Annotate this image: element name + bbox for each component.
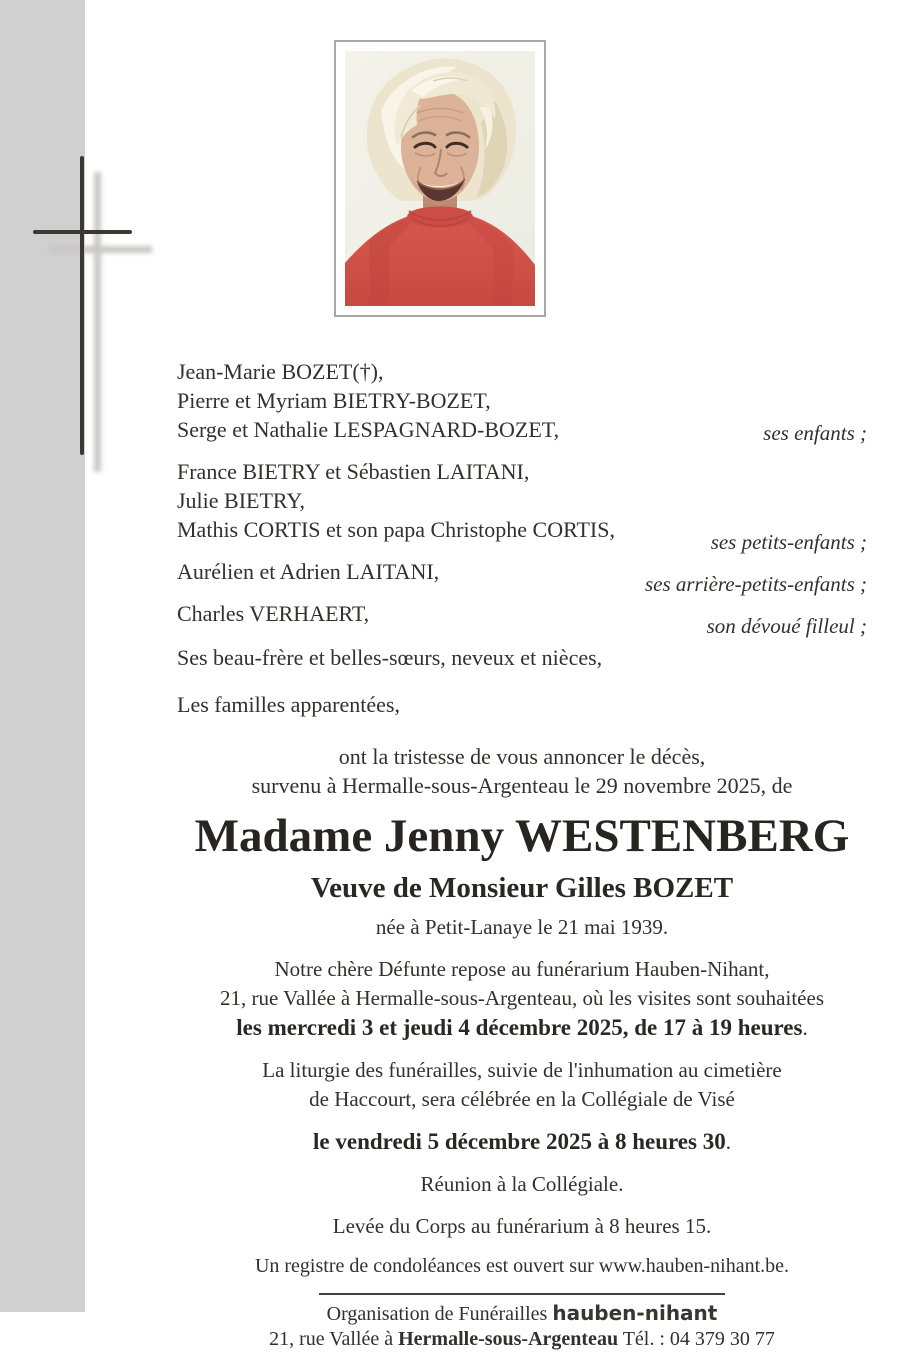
family-group xyxy=(177,457,867,554)
content-column xyxy=(177,0,867,1352)
family-name-line: Les familles apparentées, xyxy=(177,692,400,717)
funeral-detail-paragraph xyxy=(177,955,867,1043)
relation-label: ses arrière-petits-enfants ; xyxy=(644,572,867,596)
family-group-names xyxy=(177,557,439,586)
address-city: Hermalle-sous-Argenteau xyxy=(398,1328,619,1350)
funeral-detail-paragraph xyxy=(177,1127,867,1157)
detail-line: le vendredi 5 décembre 2025 à 8 heures 30. xyxy=(313,1129,731,1154)
family-name-line: Charles VERHAERT, xyxy=(177,601,370,626)
family-name-line: Jean-Marie BOZET(†), xyxy=(177,359,384,384)
family-group-names xyxy=(177,457,615,544)
funeral-home-address xyxy=(177,1327,867,1352)
detail-line: Réunion à la Collégiale. xyxy=(420,1172,624,1196)
family-name-line: Pierre et Myriam BIETRY-BOZET, xyxy=(177,388,491,413)
portrait-illustration xyxy=(345,51,535,306)
deceased-name: Madame Jenny WESTENBERG xyxy=(194,810,850,862)
detail-line: Notre chère Défunte repose au funérarium Hauben-Nihant, xyxy=(274,957,770,981)
footer-divider xyxy=(319,1293,725,1295)
relation-label: son dévoué filleul ; xyxy=(706,614,867,638)
family-group-names xyxy=(177,357,559,444)
address-prefix: 21, rue Vallée à xyxy=(269,1328,399,1350)
family-group xyxy=(177,688,867,722)
portrait-photo xyxy=(334,40,546,317)
funeral-home-line xyxy=(177,1301,867,1327)
family-name-line: Aurélien et Adrien LAITANI, xyxy=(177,559,440,584)
announcement-intro xyxy=(177,742,867,800)
family-group xyxy=(177,557,867,596)
funeral-home-logo: hauben-nihant xyxy=(552,1301,718,1325)
family-name-line: France BIETRY et Sébastien LAITANI, xyxy=(177,459,530,484)
announcement-section xyxy=(177,742,867,1352)
cross-icon xyxy=(80,156,84,455)
relation-label: ses petits-enfants ; xyxy=(710,530,867,554)
intro-line: survenu à Hermalle-sous-Argenteau le 29 novembre 2025, de xyxy=(251,773,793,798)
detail-line: 21, rue Vallée à Hermalle-sous-Argenteau, où les visites sont souhaitées xyxy=(220,986,824,1010)
family-name-line: Serge et Nathalie LESPAGNARD-BOZET, xyxy=(177,417,560,442)
detail-line: La liturgie des funérailles, suivie de l'inhumation au cimetière xyxy=(262,1058,782,1082)
cross-icon xyxy=(33,230,132,234)
family-group-names xyxy=(177,641,602,675)
family-name-line: Ses beau-frère et belles-sœurs, neveux et nièces, xyxy=(177,645,603,670)
condolence-register-line: Un registre de condoléances est ouvert sur www.hauben-nihant.be. xyxy=(254,1255,790,1277)
cross-shadow xyxy=(49,246,152,253)
funeral-details-section xyxy=(177,955,867,1241)
cross-shadow xyxy=(94,172,101,472)
family-group xyxy=(177,357,867,444)
family-group xyxy=(177,641,867,675)
family-name-line: Mathis CORTIS et son papa Christophe CORTIS, xyxy=(177,517,615,542)
detail-line: les mercredi 3 et jeudi 4 décembre 2025, de 17 à 19 heures. xyxy=(236,1015,808,1040)
birth-line: née à Petit-Lanaye le 21 mai 1939. xyxy=(375,915,669,939)
org-prefix: Organisation de Funérailles xyxy=(326,1303,553,1325)
detail-line: Levée du Corps au funérarium à 8 heures 15. xyxy=(332,1214,712,1238)
family-group-names xyxy=(177,599,369,628)
family-name-line: Julie BIETRY, xyxy=(177,488,305,513)
detail-line: de Haccourt, sera célébrée en la Collégiale de Visé xyxy=(309,1087,735,1111)
funeral-detail-paragraph xyxy=(177,1170,867,1199)
relation-label: ses enfants ; xyxy=(763,421,867,445)
widow-line: Veuve de Monsieur Gilles BOZET xyxy=(310,872,734,904)
funeral-detail-paragraph xyxy=(177,1056,867,1114)
phone-number: Tél. : 04 379 30 77 xyxy=(618,1328,775,1350)
family-group xyxy=(177,599,867,638)
intro-line: ont la tristesse de vous annoncer le décès, xyxy=(338,744,706,769)
left-gray-band xyxy=(0,0,85,1312)
family-names-section xyxy=(177,357,867,722)
funeral-detail-paragraph xyxy=(177,1212,867,1241)
family-group-names xyxy=(177,688,400,722)
